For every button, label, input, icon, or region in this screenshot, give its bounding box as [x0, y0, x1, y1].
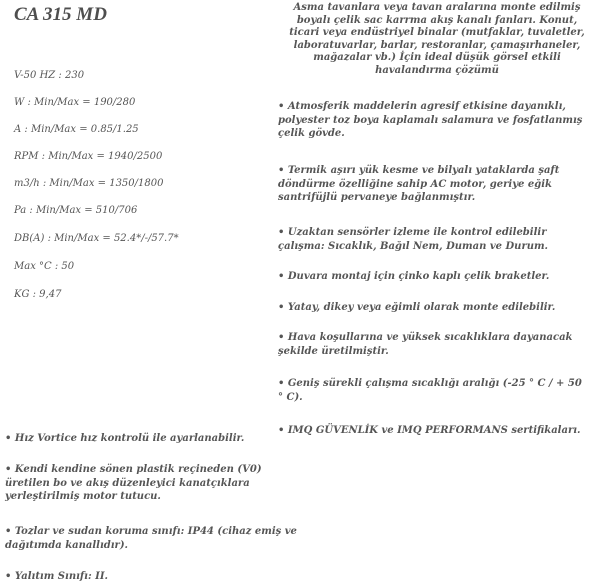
spec-rpm: RPM : Min/Max = 1940/2500	[14, 151, 163, 162]
product-title: CA 315 MD	[14, 4, 107, 25]
feature-mounting: • Yatay, dikey veya eğimli olarak monte edilebilir.	[278, 302, 556, 313]
feature-motor-holder: • Kendi kendine sönen plastik reçineden (V0) üretilen bo ve akış düzenleyici kanatçıklara yerleştirilmiş motor tutucu.	[5, 464, 262, 502]
feature-insulation: • Yalıtım Sınıfı: II.	[5, 571, 108, 582]
spec-ampere: A : Min/Max = 0.85/1.25	[14, 124, 139, 135]
spec-voltage: V-50 HZ : 230	[14, 70, 85, 81]
spec-weight: KG : 9,47	[14, 289, 62, 300]
spec-pressure: Pa : Min/Max = 510/706	[14, 205, 138, 216]
feature-temp-range: • Geniş sürekli çalışma sıcaklığı aralığı (-25 ° C / + 50 ° C).	[278, 378, 582, 403]
feature-certificates: • IMQ GÜVENLİK ve IMQ PERFORMANS sertifikaları.	[278, 425, 581, 436]
spec-noise: DB(A) : Min/Max = 52.4*/-/57.7*	[14, 233, 179, 244]
feature-speed-control: • Hız Vortice hız kontrolü ile ayarlanabilir.	[5, 433, 245, 444]
spec-max-temp: Max °C : 50	[14, 261, 75, 272]
feature-weather: • Hava koşullarına ve yüksek sıcaklıklara dayanacak şekilde üretilmiştir.	[278, 332, 573, 357]
spec-airflow: m3/h : Min/Max = 1350/1800	[14, 178, 164, 189]
intro-paragraph: Asma tavanlara veya tavan aralarına monte edilmiş boyalı çelik sac karrma akış kanalı fanları. Konut, ticari veya endüstriyel binalar (mutfaklar, tuvaletler, laboratuvarlar, barlar, restoranlar, çamaşırhaneler, mağazalar vb.) İçin ideal düşük görsel etkili havalandırma çözümü	[289, 2, 585, 76]
feature-body: • Atmosferik maddelerin agresif etkisine dayanıklı, polyester toz boya kaplamalı salamura ve fosfatlanmış çelik gövde.	[278, 101, 583, 139]
spec-watt: W : Min/Max = 190/280	[14, 97, 136, 108]
feature-motor: • Termik aşırı yük kesme ve bilyalı yataklarda şaft döndürme özelliğine sahip AC motor, geriye eğik santrifüjlü pervaneye bağlanmıştır.	[278, 165, 560, 203]
feature-brackets: • Duvara montaj için çinko kaplı çelik braketler.	[278, 271, 550, 282]
feature-sensors: • Uzaktan sensörler izleme ile kontrol edilebilir çalışma: Sıcaklık, Bağıl Nem, Duman ve Durum.	[278, 227, 549, 252]
feature-protection: • Tozlar ve sudan koruma sınıfı: IP44 (cihaz emiş ve dağıtımda kanallıdır).	[5, 526, 297, 551]
